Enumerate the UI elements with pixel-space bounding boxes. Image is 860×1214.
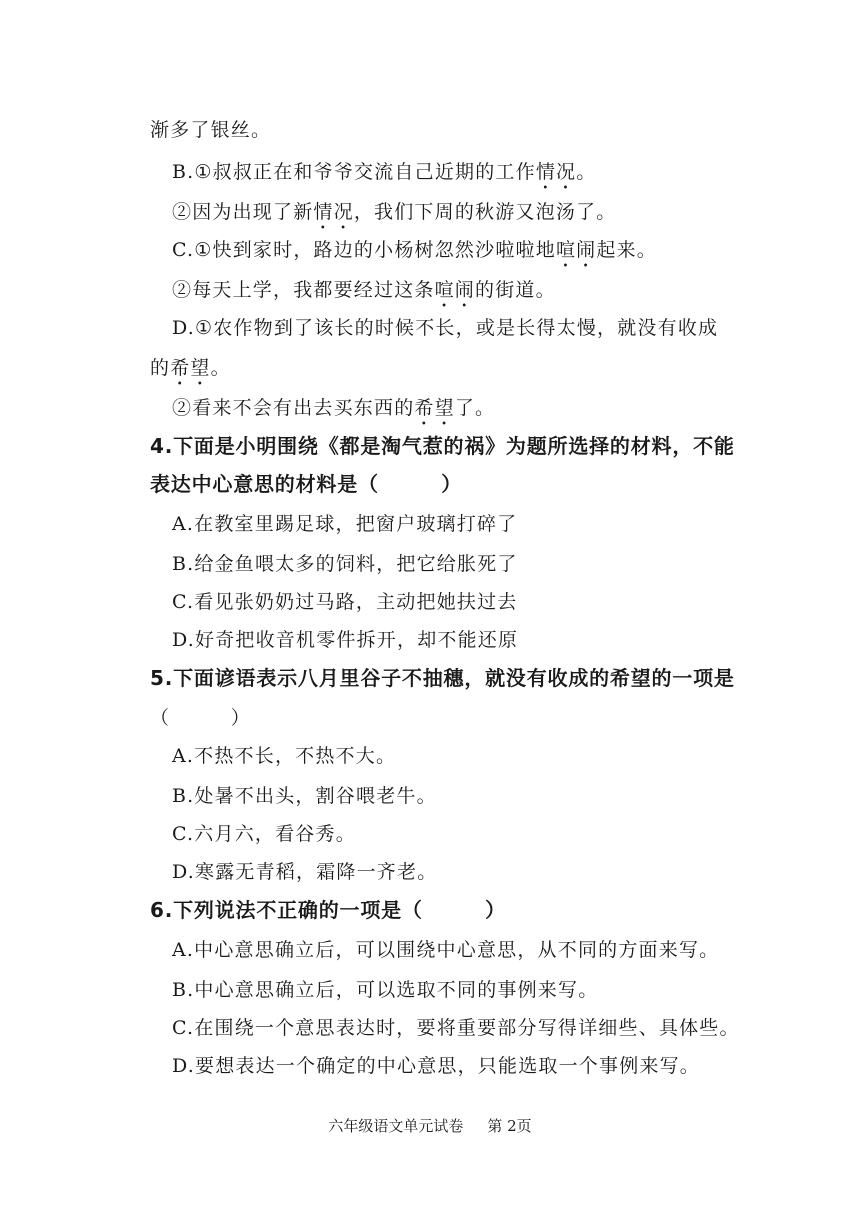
q6-option-d: D.要想表达一个确定的中心意思，只能选取一个事例来写。 <box>172 1055 700 1077</box>
q3-option-c-sentence-2: ②每天上学，我都要经过这条喧闹的街道。 <box>172 279 556 301</box>
q5-option-d: D.寒露无青稻，霜降一齐老。 <box>172 861 438 883</box>
exam-name: 六年级语文单元试卷 <box>328 1117 464 1135</box>
emphasized-word: 希望 <box>170 357 211 379</box>
q3-option-b-sentence-1: B.①叔叔正在和爷爷交流自己近期的工作情况。 <box>172 161 597 183</box>
q4-option-b: B.给金鱼喂太多的饲料，把它给胀死了 <box>172 553 518 575</box>
page-footer <box>0 1116 860 1136</box>
emphasized-word: 喧闹 <box>434 279 476 301</box>
q3-option-b-sentence-2: ②因为出现了新情况，我们下周的秋游又泡汤了。 <box>172 201 617 223</box>
q5-stem-line-1: 5.下面谚语表示八月里谷子不抽穗，就没有收成的希望的一项是 <box>150 666 735 690</box>
q4-option-d: D.好奇把收音机零件拆开，却不能还原 <box>172 629 519 651</box>
q5-option-c: C.六月六，看谷秀。 <box>172 823 356 845</box>
emphasized-word: 希望 <box>414 397 455 419</box>
emphasized-word: 情况 <box>313 201 354 223</box>
q3-option-d-sentence-1-cont: 的希望。 <box>150 357 231 379</box>
q6-option-a: A.中心意思确立后，可以围绕中心意思，从不同的方面来写。 <box>172 939 720 961</box>
q4-option-c: C.看见张奶奶过马路，主动把她扶过去 <box>172 591 518 613</box>
q3-option-a-tail: 渐多了银丝。 <box>150 119 272 141</box>
q3-option-d-sentence-1: D.①农作物到了该长的时候不长，或是长得太慢，就没有收成 <box>172 317 719 339</box>
q6-option-b: B.中心意思确立后，可以选取不同的事例来写。 <box>172 979 599 1001</box>
q4-stem-line-2: 表达中心意思的材料是（ ） <box>150 472 462 496</box>
q6-stem: 6.下列说法不正确的一项是（ ） <box>150 898 506 922</box>
q5-option-a: A.不热不长，不热不大。 <box>172 745 397 767</box>
emphasized-word: 喧闹 <box>555 239 597 261</box>
q6-option-c: C.在围绕一个意思表达时，要将重要部分写得详细些、具体些。 <box>172 1017 740 1039</box>
q3-option-c-sentence-1: C.①快到家时，路边的小杨树忽然沙啦啦地喧闹起来。 <box>172 239 657 261</box>
q3-option-d-sentence-2: ②看来不会有出去买东西的希望了。 <box>172 397 496 419</box>
q5-stem-line-2: （ ） <box>150 707 252 729</box>
q4-stem-line-1: 4.下面是小明围绕《都是淘气惹的祸》为题所选择的材料，不能 <box>150 434 735 458</box>
q4-option-a: A.在教室里踢足球，把窗户玻璃打碎了 <box>172 513 518 535</box>
page-number: 第 2页 <box>487 1117 532 1135</box>
q5-option-b: B.处暑不出头，割谷喂老牛。 <box>172 785 437 807</box>
emphasized-word: 情况 <box>535 161 577 183</box>
